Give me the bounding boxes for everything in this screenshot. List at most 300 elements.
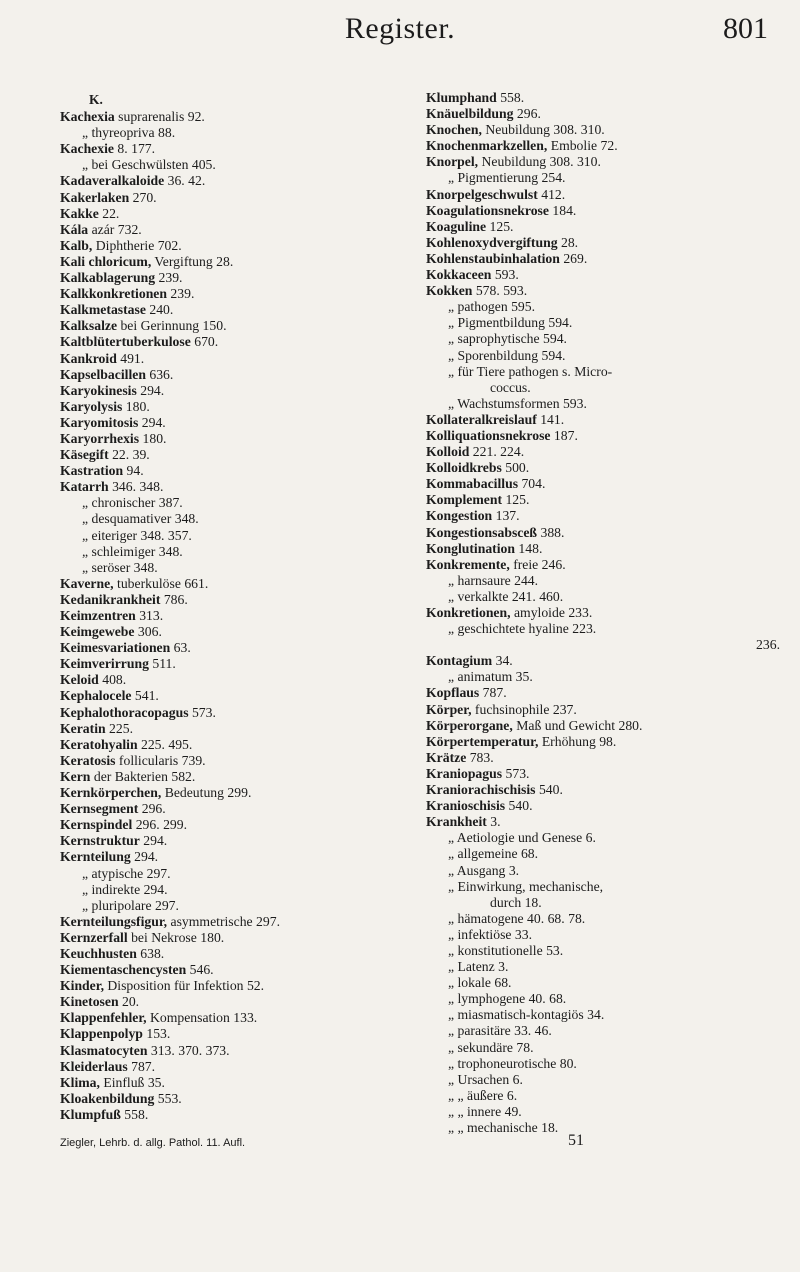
index-entry	[426, 814, 786, 830]
index-entry	[60, 688, 390, 704]
index-entry-term: Keratohyalin	[60, 736, 138, 752]
index-entry	[426, 911, 786, 927]
index-entry-term: Kolloid	[426, 444, 470, 460]
index-entry-term: Koaguline	[426, 218, 487, 234]
index-entry	[60, 753, 390, 769]
index-entry-term: Kleiderlaus	[60, 1058, 128, 1074]
index-entry-term: Keimzentren	[60, 608, 136, 623]
index-entry-term: Knorpel,	[426, 154, 479, 170]
index-entry-text: 540.	[535, 782, 563, 798]
index-entry	[426, 798, 786, 814]
index-entry-text: der Bakterien 582.	[90, 768, 196, 784]
index-entry-term: Karyomitosis	[60, 414, 139, 430]
index-entry	[426, 879, 786, 895]
index-entry-term: Körperorgane,	[426, 717, 513, 733]
index-entry	[426, 1120, 786, 1136]
index-entry-term: Kongestion	[426, 508, 493, 524]
index-entry-text: Embolie 72.	[547, 138, 618, 154]
index-entry	[60, 930, 390, 946]
index-entry-term: Kála	[60, 221, 89, 237]
index-entry-term: Karyorrhexis	[60, 430, 140, 446]
index-entry	[426, 718, 786, 734]
index-entry-text: 296. 299.	[132, 817, 188, 833]
index-entry-text: 306.	[134, 624, 162, 640]
index-entry-text: „ konstitutionelle 53.	[448, 942, 564, 958]
index-entry-text: „ indirekte 294.	[82, 881, 168, 897]
index-entry	[60, 318, 390, 334]
index-entry-text: fuchsinophile 237.	[471, 701, 577, 717]
page-number: 801	[723, 12, 768, 45]
index-entry-term: Kongestionsabsceß	[426, 524, 538, 540]
imprint-line: Ziegler, Lehrb. d. allg. Pathol. 11. Aufl.	[60, 1137, 246, 1149]
index-entry	[426, 734, 786, 750]
index-entry-term: Klappenfehler,	[60, 1010, 147, 1026]
index-entry-term: Kranioschisis	[426, 798, 506, 814]
index-entry	[426, 1056, 786, 1072]
index-entry-term: Kommabacillus	[426, 476, 519, 492]
index-entry-text: 540.	[505, 798, 533, 814]
index-entry-text: 221. 224.	[469, 444, 525, 460]
index-entry-text: bei Nekrose 180.	[127, 929, 225, 945]
index-entry	[60, 608, 390, 624]
index-entry	[426, 283, 786, 299]
index-entry	[426, 1040, 786, 1056]
index-entry-term: Kernteilung	[60, 849, 131, 865]
index-entry	[426, 380, 786, 396]
index-entry-term: Koagulationsnekrose	[426, 202, 549, 218]
index-entry-text: „ miasmatisch-kontagiös 34.	[448, 1007, 605, 1023]
index-entry-text: 225.	[105, 720, 133, 736]
index-entry-text: 36. 42.	[164, 173, 206, 189]
index-entry-term: Kaverne,	[60, 575, 114, 591]
index-entry-text: 239.	[167, 286, 195, 302]
index-entry	[426, 492, 786, 508]
index-entry-text: 187.	[550, 427, 578, 443]
index-entry	[60, 431, 390, 447]
index-entry	[60, 463, 390, 479]
index-entry	[426, 1104, 786, 1120]
index-entry-term: Kernstruktur	[60, 833, 140, 849]
index-entry	[426, 396, 786, 412]
index-entry	[60, 302, 390, 318]
index-entry-term: Körper,	[426, 701, 472, 717]
index-entry	[426, 846, 786, 862]
index-entry	[426, 573, 786, 589]
index-entry	[60, 1010, 390, 1026]
index-entry-term: Kachexie	[60, 141, 114, 157]
index-entry	[60, 399, 390, 415]
section-letter: K.	[89, 92, 103, 107]
index-entry-text: „ für Tiere pathogen s. Micro-	[448, 363, 613, 379]
index-entry-text: „ Pigmentierung 254.	[448, 170, 566, 186]
index-entry-text: Neubildung 308. 310.	[478, 154, 601, 170]
index-entry-text: 22. 39.	[108, 447, 150, 463]
index-entry	[60, 1026, 390, 1042]
index-entry-text: asymmetrische 297.	[167, 913, 281, 929]
index-entry-text: „ „ äußere 6.	[448, 1087, 518, 1103]
index-entry	[426, 315, 786, 331]
index-entry-term: Kankroid	[60, 350, 117, 366]
index-entry-term: Konkretionen,	[426, 605, 511, 620]
index-entry-text: 294.	[139, 833, 168, 849]
index-entry-term: Kopflaus	[426, 685, 480, 701]
index-entry-term: Kinder,	[60, 978, 104, 994]
index-entry-text: 546.	[186, 962, 214, 978]
index-entry-term: Konkremente,	[426, 556, 510, 572]
index-entry-term: Kernteilungsfigur,	[60, 913, 168, 929]
index-entry-text: follicularis 739.	[115, 752, 206, 768]
index-entry-term: Knäuelbildung	[426, 106, 514, 122]
index-entry-text: 346. 348.	[108, 479, 164, 495]
page-header-title: Register.	[344, 12, 456, 45]
index-entry-term: Knorpelgeschwulst	[426, 186, 538, 202]
index-entry	[426, 653, 786, 669]
index-entry	[60, 721, 390, 737]
index-entry-text: „ geschichtete hyaline 223.	[448, 621, 597, 637]
index-entry-text: Disposition für Infektion 52.	[104, 978, 265, 994]
index-entry-text: „ Ursachen 6.	[448, 1071, 523, 1087]
index-entry-term: Kedanikrankheit	[60, 591, 161, 607]
index-entry-term: Kernzerfall	[60, 929, 128, 945]
index-entry-text: „ lymphogene 40. 68.	[448, 991, 567, 1007]
index-entry-text: 558.	[496, 90, 525, 105]
index-entry-text: 8. 177.	[113, 141, 156, 157]
index-entry	[60, 882, 390, 898]
index-entry-text: „ sekundäre 78.	[448, 1039, 534, 1055]
index-entry-text: 180.	[122, 398, 150, 414]
index-entry	[60, 801, 390, 817]
index-entry-text: 34.	[492, 653, 513, 669]
index-entry	[426, 685, 786, 701]
index-entry	[60, 672, 390, 688]
index-entry-text: 153.	[142, 1026, 171, 1042]
index-entry-term: Kalkmetastase	[60, 302, 146, 318]
index-entry	[60, 866, 390, 882]
index-entry-text: „ parasitäre 33. 46.	[448, 1023, 552, 1039]
index-entry	[426, 460, 786, 476]
index-entry	[60, 914, 390, 930]
index-entry	[426, 508, 786, 524]
index-entry-text: 269.	[559, 250, 588, 266]
index-entry-text: 236.	[756, 637, 780, 653]
index-entry-term: Keloid	[60, 672, 99, 688]
index-entry-text: 313.	[135, 608, 164, 623]
index-entry	[60, 817, 390, 833]
index-entry	[426, 605, 786, 621]
index-entry	[60, 351, 390, 367]
index-entry-text: Kompensation 133.	[146, 1010, 258, 1026]
index-entry-text: 412.	[537, 186, 566, 202]
index-entry-term: Klumphand	[426, 90, 497, 105]
index-entry	[60, 1059, 390, 1075]
index-entry-text: „ eiteriger 348. 357.	[82, 527, 192, 543]
index-entry-text: „ bei Geschwülsten 405.	[82, 157, 216, 173]
index-entry-text: bei Gerinnung 150.	[117, 318, 227, 334]
index-entry-term: Kalkablagerung	[60, 270, 156, 286]
index-entry	[426, 525, 786, 541]
index-entry-term: Konglutination	[426, 540, 515, 556]
index-entry-text: Bedeutung 299.	[161, 785, 252, 801]
index-entry-term: Kalb,	[60, 237, 93, 253]
index-entry	[426, 927, 786, 943]
index-entry-text: Maß und Gewicht 280.	[512, 717, 643, 733]
index-column-left	[60, 90, 390, 1123]
index-entry-text: 787.	[479, 685, 507, 701]
index-entry	[60, 994, 390, 1010]
index-entry-text: 313. 370. 373.	[147, 1042, 230, 1058]
index-entry	[60, 125, 390, 141]
index-entry	[60, 705, 390, 721]
index-entry-text: 294.	[130, 849, 159, 865]
index-entry	[426, 959, 786, 975]
index-entry-term: Kolloidkrebs	[426, 460, 502, 476]
index-entry	[426, 122, 786, 138]
index-entry	[60, 383, 390, 399]
index-entry	[426, 895, 786, 911]
index-entry-text: 783.	[466, 749, 494, 765]
index-entry-text: „ verkalkte 241. 460.	[448, 588, 564, 604]
index-entry-text: „ „ mechanische 18.	[448, 1120, 559, 1135]
index-entry-term: Kernspindel	[60, 817, 133, 833]
index-entry	[426, 702, 786, 718]
index-entry-text: „ hämatogene 40. 68. 78.	[448, 910, 586, 926]
index-entry-text: 670.	[190, 334, 219, 350]
index-entry	[60, 1091, 390, 1107]
index-entry	[60, 576, 390, 592]
index-entry	[426, 1072, 786, 1088]
index-entry	[60, 495, 390, 511]
index-entries-left	[60, 109, 390, 1123]
index-entry-term: Klima,	[60, 1074, 100, 1090]
index-entry	[426, 106, 786, 122]
index-entry-text: 20.	[118, 994, 140, 1010]
index-entry-term: Kiementaschencysten	[60, 962, 187, 978]
index-entry	[60, 785, 390, 801]
index-entry	[426, 669, 786, 685]
index-entry-text: „ pathogen 595.	[448, 299, 536, 315]
index-entry-term: Keratin	[60, 720, 106, 736]
index-entry	[60, 479, 390, 495]
index-entry-term: Klasmatocyten	[60, 1042, 148, 1058]
index-entry	[60, 769, 390, 785]
index-entry-text: „ infektiöse 33.	[448, 926, 533, 942]
index-entry	[60, 415, 390, 431]
index-entry	[60, 640, 390, 656]
index-entry	[426, 766, 786, 782]
index-entry-text: „ harnsaure 244.	[448, 572, 539, 588]
index-entry-text: 294.	[138, 414, 166, 430]
index-entry-term: Kern	[60, 768, 91, 784]
index-entry-text: „ allgemeine 68.	[448, 846, 539, 862]
index-entry-term: Krankheit	[426, 814, 487, 830]
index-entry-term: Kloakenbildung	[60, 1090, 155, 1106]
index-entry-term: Kernkörperchen,	[60, 785, 162, 801]
index-entry	[426, 1023, 786, 1039]
index-entry-text: „ seröser 348.	[82, 559, 158, 575]
index-entry	[426, 331, 786, 347]
index-entry	[426, 541, 786, 557]
index-entry	[426, 557, 786, 573]
index-entry-term: Kohlenoxydvergiftung	[426, 234, 558, 250]
index-entry	[426, 750, 786, 766]
index-entry-term: Katarrh	[60, 479, 109, 495]
index-entry-text: 638.	[136, 945, 165, 961]
index-entry	[426, 187, 786, 203]
index-entry	[426, 1007, 786, 1023]
index-entry-text: 141.	[536, 411, 565, 427]
index-entry	[60, 254, 390, 270]
index-entry	[426, 267, 786, 283]
index-entry	[60, 109, 390, 125]
index-entry-text: 593.	[491, 267, 519, 283]
index-entry-text: 240.	[145, 302, 174, 318]
index-entry-text: „ Ausgang 3.	[448, 862, 520, 878]
index-entry-text: 22.	[98, 205, 120, 221]
index-entry-text: 137.	[492, 508, 520, 524]
index-entry	[426, 428, 786, 444]
index-entry	[60, 270, 390, 286]
index-entry-text: 270.	[129, 189, 157, 205]
index-entry-text: tuberkulöse 661.	[113, 575, 209, 591]
index-entry-text: 787.	[127, 1058, 156, 1074]
index-entry	[60, 978, 390, 994]
index-entry	[426, 170, 786, 186]
index-entry-text: „ Aetiologie und Genese 6.	[448, 830, 596, 846]
index-entry-text: „ schleimiger 348.	[82, 543, 183, 559]
index-entry-text: azár 732.	[88, 221, 142, 237]
index-entry	[426, 1088, 786, 1104]
index-entry-text: 180.	[139, 430, 167, 446]
index-entry-text: 148.	[515, 540, 543, 556]
index-entry-text: Diphtherie 702.	[92, 237, 182, 253]
index-entry-text: „ trophoneurotische 80.	[448, 1055, 577, 1071]
index-entry	[60, 624, 390, 640]
index-entry	[60, 849, 390, 865]
index-entry	[60, 656, 390, 672]
index-entry-term: Kraniorachischisis	[426, 782, 536, 798]
index-entry-text: „ Latenz 3.	[448, 959, 509, 975]
index-entry-term: Keuchhusten	[60, 945, 137, 961]
index-entry	[426, 863, 786, 879]
index-entry	[426, 476, 786, 492]
index-entry-text: 573.	[188, 704, 216, 720]
index-entry-term: Kokkaceen	[426, 267, 492, 283]
index-entry	[426, 782, 786, 798]
index-entry-text: 28.	[557, 234, 579, 250]
index-entry-text: 296.	[513, 106, 541, 122]
index-entry	[426, 219, 786, 235]
index-entry-text: suprarenalis 92.	[114, 109, 205, 125]
index-entry-text: 636.	[145, 366, 174, 382]
index-entry-term: Klumpfuß	[60, 1106, 121, 1122]
index-entry-term: Kakke	[60, 205, 99, 221]
index-entry-term: Keratosis	[60, 752, 116, 768]
index-entry-text: 63.	[170, 640, 191, 656]
index-entry	[60, 833, 390, 849]
index-entry-text: 786.	[160, 591, 188, 607]
index-entry	[426, 154, 786, 170]
index-entry-term: Knochen,	[426, 122, 482, 138]
index-entry-text: Vergiftung 28.	[151, 253, 234, 269]
index-entry	[426, 203, 786, 219]
index-entry-text: 558.	[120, 1106, 149, 1122]
index-entry-text: 3.	[486, 814, 501, 830]
index-entry	[426, 412, 786, 428]
index-entry-text: 239.	[155, 270, 183, 286]
index-entry-text: 511.	[148, 656, 176, 672]
index-entry-term: Kadaveralkaloide	[60, 173, 165, 189]
index-entry-text: „ Einwirkung, mechanische,	[448, 878, 604, 894]
index-entry	[60, 511, 390, 527]
index-entry-text: 388.	[537, 524, 565, 540]
index-entry-term: Karyolysis	[60, 398, 123, 414]
index-entry-text: „ desquamativer 348.	[82, 511, 199, 527]
index-entry-term: Komplement	[426, 492, 503, 508]
index-entry	[60, 1107, 390, 1123]
index-entry	[426, 637, 786, 653]
index-entry-term: Kontagium	[426, 653, 493, 669]
index-entry	[426, 444, 786, 460]
index-column-right	[426, 90, 786, 1136]
index-entry	[60, 222, 390, 238]
index-entry-term: Kephalothoracopagus	[60, 704, 189, 720]
index-entry	[60, 238, 390, 254]
index-entry-term: Keimesvariationen	[60, 640, 171, 656]
index-entry	[426, 138, 786, 154]
index-entry	[426, 299, 786, 315]
index-entry	[60, 560, 390, 576]
index-entry	[426, 235, 786, 251]
index-entry-term: Kalksalze	[60, 318, 118, 334]
index-entry-text: „ thyreopriva 88.	[82, 125, 176, 141]
index-entry	[60, 592, 390, 608]
index-entry-text: amyloide 233.	[510, 605, 593, 620]
index-entry-term: Käsegift	[60, 447, 109, 463]
index-entry-term: Karyokinesis	[60, 382, 137, 398]
index-entry-term: Kachexia	[60, 109, 115, 125]
index-entry	[60, 1075, 390, 1091]
index-entry-term: Kohlenstaubinhalation	[426, 250, 560, 266]
index-entry-text: Einfluß 35.	[99, 1074, 165, 1090]
index-entry	[60, 286, 390, 302]
index-entry	[426, 943, 786, 959]
index-entry-text: „ lokale 68.	[448, 975, 512, 991]
index-entry-text: 553.	[154, 1090, 182, 1106]
index-entry	[60, 898, 390, 914]
index-entry-text: „ Pigmentbildung 594.	[448, 315, 573, 331]
index-entry-term: Klappenpolyp	[60, 1026, 143, 1042]
index-entry-term: Kalkkonkretionen	[60, 286, 167, 302]
index-entry-text: „ „ innere 49.	[448, 1103, 522, 1119]
index-entry-text: Erhöhung 98.	[538, 733, 617, 749]
index-entry-text: „ Sporenbildung 594.	[448, 347, 566, 363]
index-entry	[426, 90, 786, 106]
index-entry-text: 94.	[123, 463, 144, 479]
index-entry-text: „ atypische 297.	[82, 865, 171, 881]
index-entry-text: 500.	[501, 460, 530, 476]
index-entry-text: 578. 593.	[472, 283, 528, 299]
index-entry	[426, 364, 786, 380]
index-entry-term: Kastration	[60, 463, 124, 479]
index-entry	[60, 334, 390, 350]
index-entry-term: Keimgewebe	[60, 624, 135, 640]
index-entry-text: „ animatum 35.	[448, 669, 533, 685]
index-entry-text: 541.	[131, 688, 159, 704]
index-entry-term: Kernsegment	[60, 801, 139, 817]
index-entry	[426, 348, 786, 364]
index-entry-text: „ pluripolare 297.	[82, 897, 179, 913]
index-entry-text: coccus.	[490, 379, 531, 395]
